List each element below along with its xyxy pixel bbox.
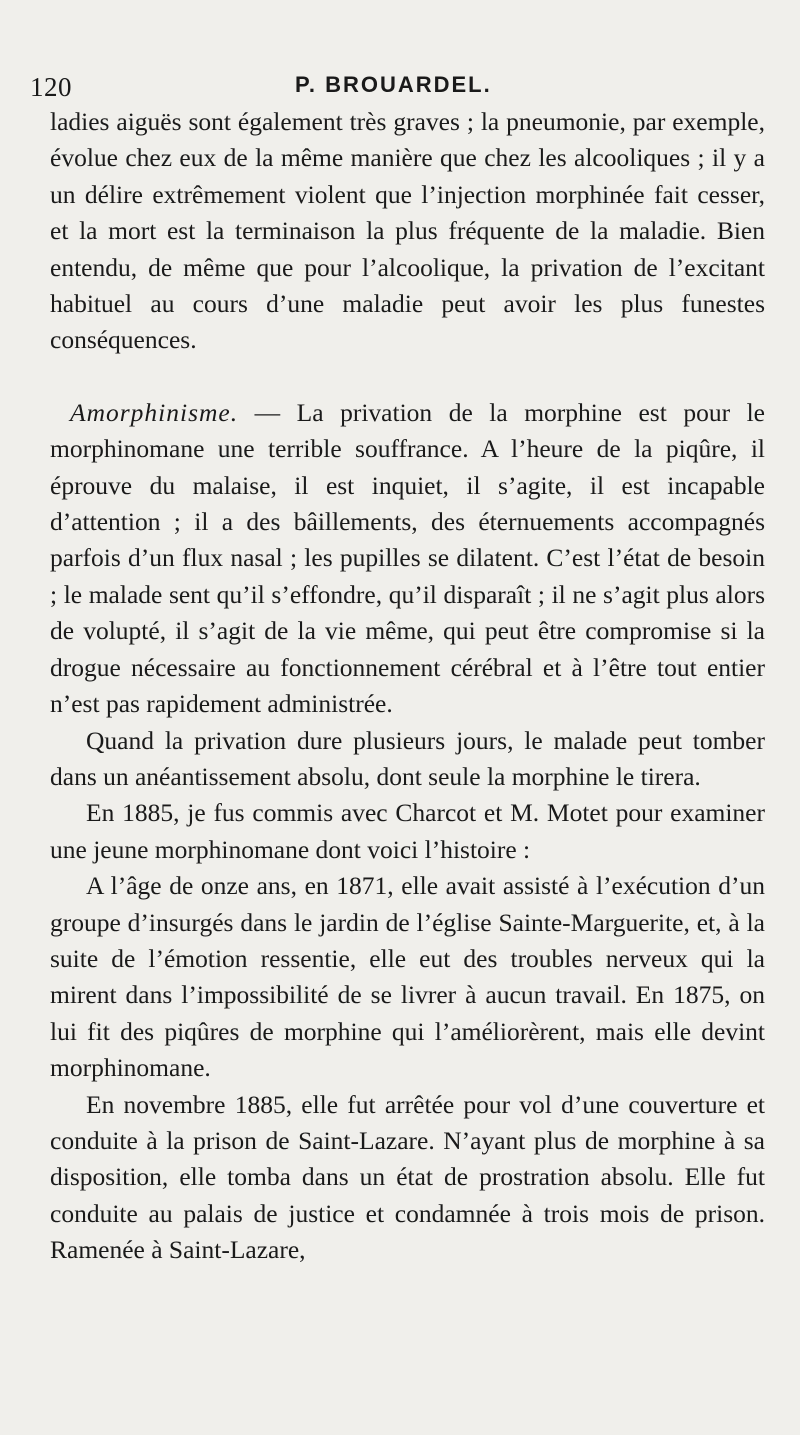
paragraph xyxy=(50,868,765,1086)
paragraph-text: En novembre 1885, elle fut arrêtée pour vol d’une couverture et conduite à la prison de Saint-Lazare. N’ayant plus de morphine à sa disposition, elle tomba dans un état de prostration absolu. Elle fut conduite au palais de justice et condamnée à trois mois de prison. Ramenée à Saint-Lazare, xyxy=(50,1089,765,1265)
body-text xyxy=(50,104,765,1269)
paragraph-amorphinisme xyxy=(50,395,765,723)
paragraph xyxy=(50,104,765,359)
paragraph-text: A l’âge de onze ans, en 1871, elle avait assisté à l’exécution d’un groupe d’insurgés dans le jardin de l’église Sainte-Marguerite, et, à la suite de l’émotion ressentie, elle eut des troubles nerveux qui la mirent dans l’impossibilité de se livrer à aucun travail. En 1875, on lui fit des piqûres de morphine qui l’améliorèrent, mais elle devint morphinomane. xyxy=(50,871,765,1083)
running-head: P. BROUARDEL. xyxy=(295,72,492,97)
page-header xyxy=(30,68,770,104)
page-number: 120 xyxy=(30,72,72,102)
paragraph-text: ladies aiguës sont également très graves ; la pneumonie, par exemple, évolue chez eux de la même manière que chez les alcooliques ; il y a un délire extrêmement violent que l’injection morphinée fait cesser, et la mort est la terminaison la plus fréquente de la maladie. Bien entendu, de même que pour l’alcoolique, la privation de l’excitant habituel au cours d’une maladie peut avoir les plus funestes conséquences. xyxy=(50,107,765,355)
paragraph xyxy=(50,795,765,868)
paragraph-text: — La privation de la morphine est pour le morphinomane une terrible souffrance. A l’heure de la piqûre, il éprouve du malaise, il est inquiet, il s’agite, il est incapable d’attention ; il a des bâillements, des éternuements accompagnés parfois d’un flux nasal ; les pupilles se dilatent. C’est l’état de besoin ; le malade sent qu’il s’effondre, qu’il disparaît ; il ne s’agit plus alors de volupté, il s’agit de la vie même, qui peut être compromise si la drogue nécessaire au fonctionnement cérébral et à l’être tout entier n’est pas rapidement administrée. xyxy=(50,397,765,719)
paragraph-text: Quand la privation dure plusieurs jours, le malade peut tomber dans un anéantissement absolu, dont seule la morphine le tirera. xyxy=(50,725,765,791)
paragraph xyxy=(50,1087,765,1269)
paragraph-text: En 1885, je fus commis avec Charcot et M. Motet pour examiner une jeune morphinomane dont voici l’histoire : xyxy=(50,798,765,864)
section-title: Amorphinisme. xyxy=(70,397,239,427)
paragraph xyxy=(50,723,765,796)
